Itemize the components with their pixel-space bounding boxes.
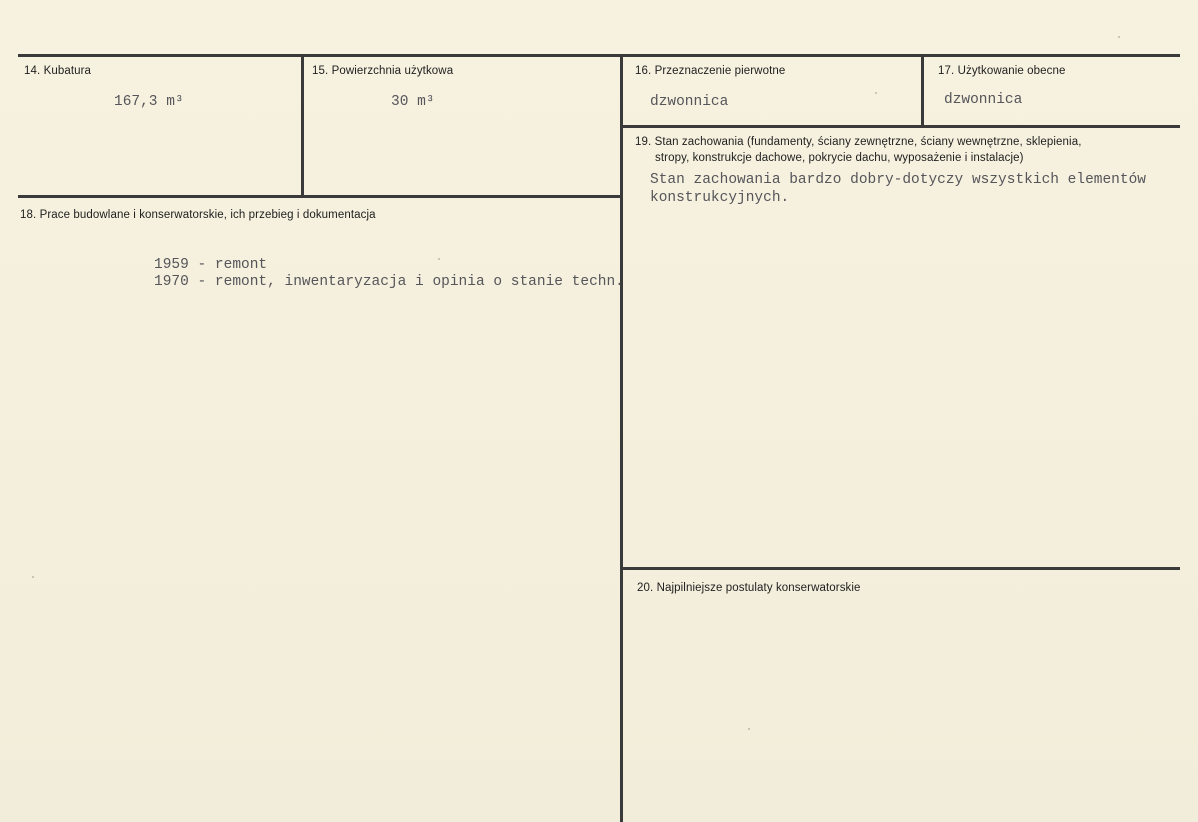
divider-left-right — [620, 56, 623, 822]
field-19-label-line-1: 19. Stan zachowania (fundamenty, ściany zewnętrzne, ściany wewnętrzne, sklepienia, — [635, 136, 1082, 148]
field-18-line-2: 1970 - remont, inwentaryzacja i opinia o stanie techn. — [154, 274, 624, 290]
field-15-value: 30 m³ — [391, 94, 435, 110]
field-19-text-line-2: konstrukcyjnych. — [650, 190, 790, 206]
paper-speck — [1118, 36, 1120, 38]
rule-under-14-15 — [18, 195, 623, 198]
field-18-line-1: 1959 - remont — [154, 257, 268, 273]
field-20-label: 20. Najpilniejsze postulaty konserwatorskie — [637, 582, 861, 594]
divider-16-17 — [921, 56, 924, 126]
field-14-label: 14. Kubatura — [24, 65, 92, 77]
divider-14-15 — [301, 56, 304, 196]
paper-speck — [32, 576, 34, 578]
field-19-label-line-2: stropy, konstrukcje dachowe, pokrycie dachu, wyposażenie i instalacje) — [655, 152, 1024, 164]
paper-speck — [438, 258, 440, 260]
paper-speck — [875, 92, 877, 94]
field-14-value: 167,3 m³ — [114, 94, 184, 110]
field-17-label: 17. Użytkowanie obecne — [938, 65, 1066, 77]
top-rule — [18, 54, 1180, 57]
rule-under-16-17 — [620, 125, 1180, 128]
field-18-label: 18. Prace budowlane i konserwatorskie, ich przebieg i dokumentacja — [20, 209, 376, 221]
field-16-value: dzwonnica — [650, 94, 729, 110]
field-15-label: 15. Powierzchnia użytkowa — [312, 65, 454, 77]
rule-under-19 — [620, 567, 1180, 570]
field-17-value: dzwonnica — [944, 92, 1023, 108]
paper-speck — [748, 728, 750, 730]
field-19-text-line-1: Stan zachowania bardzo dobry-dotyczy wszystkich elementów — [650, 172, 1146, 188]
field-16-label: 16. Przeznaczenie pierwotne — [635, 65, 786, 77]
